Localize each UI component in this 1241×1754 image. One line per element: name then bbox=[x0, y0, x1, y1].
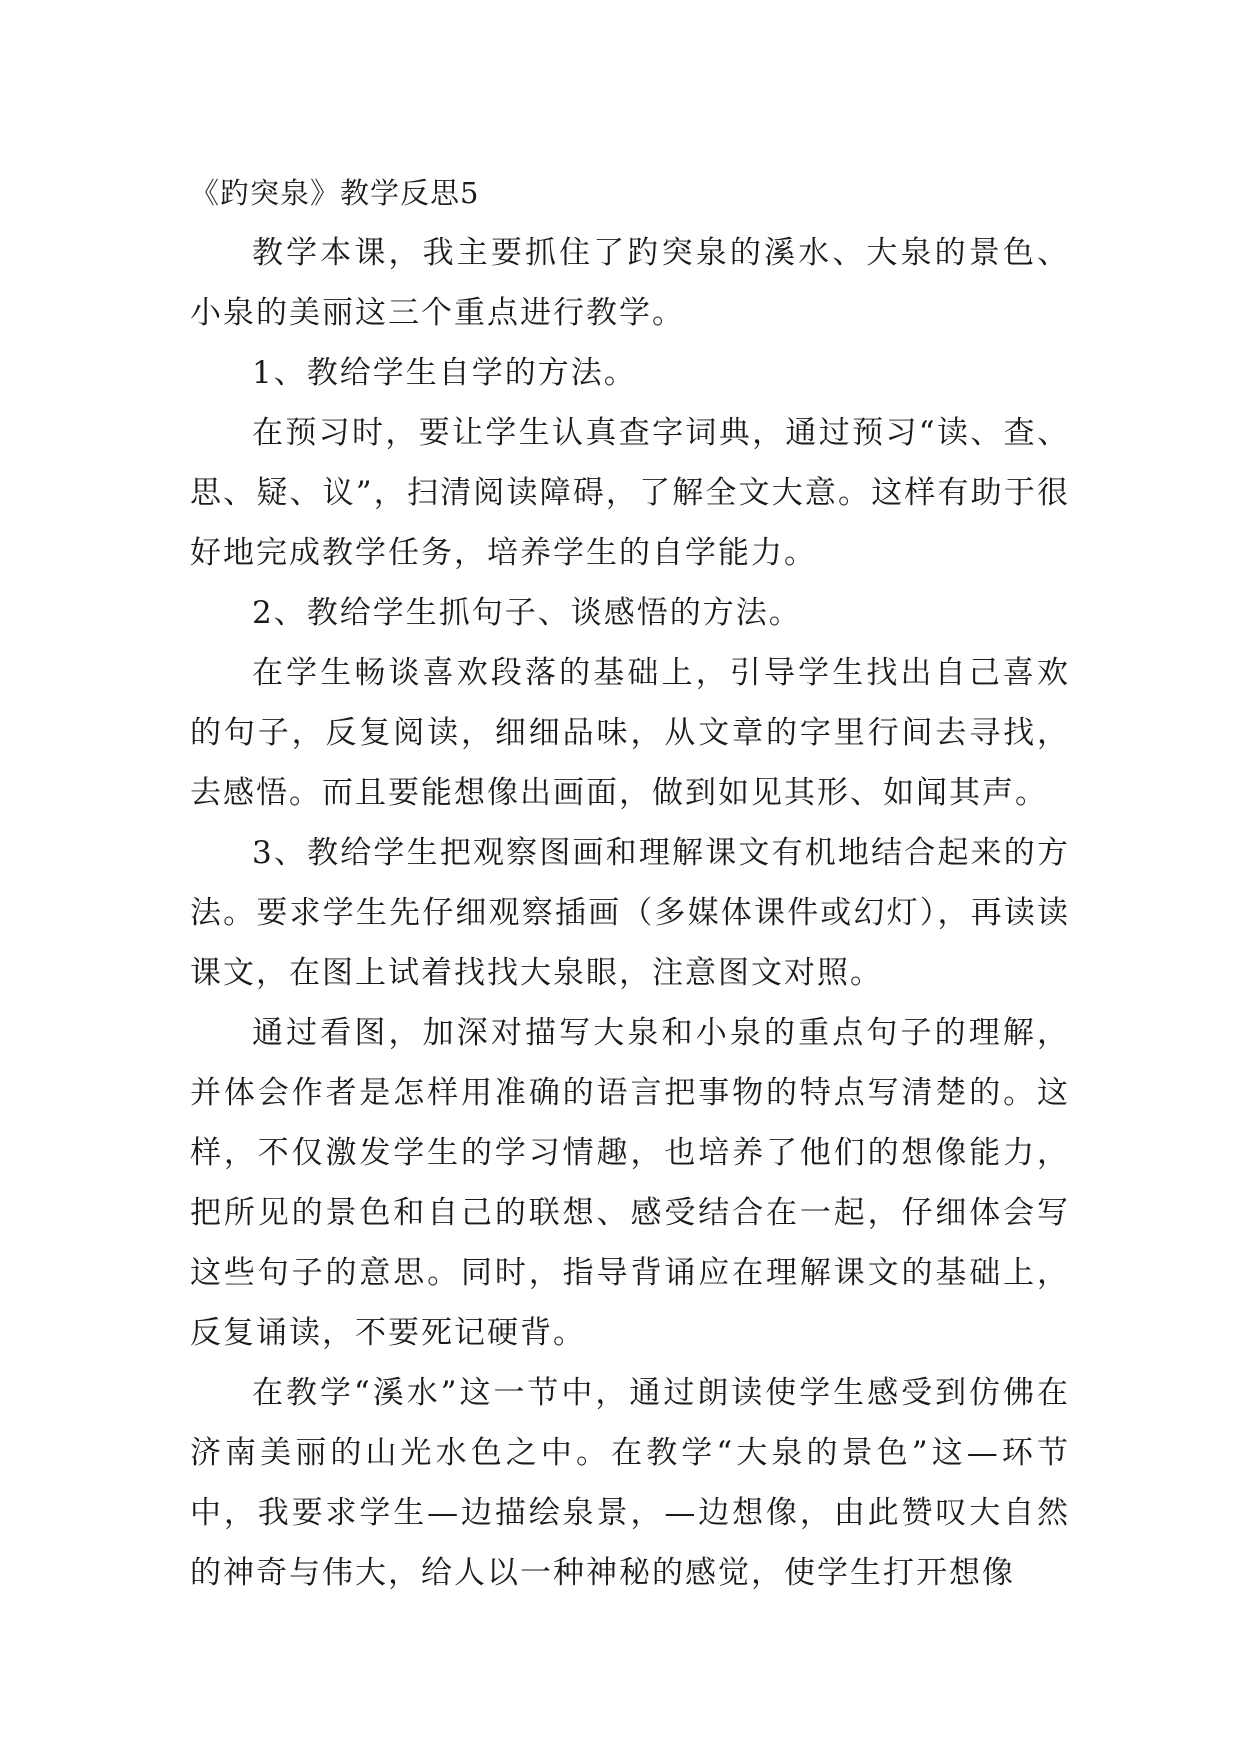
document-body bbox=[190, 163, 1070, 1603]
paragraph-stream: 在教学“溪水”这一节中，通过朗读使学生感受到仿佛在济南美丽的山光水色之中。在教学“大泉的景色”这—环节中，我要求学生—边描绘泉景，—边想像，由此赞叹大自然的神奇与伟大，给人以一种神秘的感觉，使学生打开想像 bbox=[190, 1375, 1070, 1591]
paragraph-heading-3: 3、教给学生把观察图画和理解课文有机地结合起来的方法。要求学生先仔细观察插画（多媒体课件或幻灯），再读读课文，在图上试着找找大泉眼，注意图文对照。 bbox=[190, 835, 1070, 991]
paragraph-heading-1: 1、教给学生自学的方法。 bbox=[252, 355, 637, 391]
document-title: 《趵突泉》教学反思5 bbox=[190, 176, 480, 210]
paragraph-sentences: 在学生畅谈喜欢段落的基础上，引导学生找出自己喜欢的句子，反复阅读，细细品味，从文章的字里行间去寻找，去感悟。而且要能想像出画面，做到如见其形、如闻其声。 bbox=[190, 655, 1070, 811]
paragraph-pictures: 通过看图，加深对描写大泉和小泉的重点句子的理解，并体会作者是怎样用准确的语言把事物的特点写清楚的。这样，不仅激发学生的学习情趣，也培养了他们的想像能力，把所见的景色和自己的联想、感受结合在一起，仔细体会写这些句子的意思。同时，指导背诵应在理解课文的基础上，反复诵读，不要死记硬背。 bbox=[190, 1015, 1070, 1351]
paragraph-heading-2: 2、教给学生抓句子、谈感悟的方法。 bbox=[252, 595, 802, 631]
paragraph-intro: 教学本课，我主要抓住了趵突泉的溪水、大泉的景色、小泉的美丽这三个重点进行教学。 bbox=[190, 235, 1070, 331]
paragraph-preview: 在预习时，要让学生认真查字词典，通过预习“读、查、思、疑、议”，扫清阅读障碍，了解全文大意。这样有助于很好地完成教学任务，培养学生的自学能力。 bbox=[190, 415, 1070, 571]
